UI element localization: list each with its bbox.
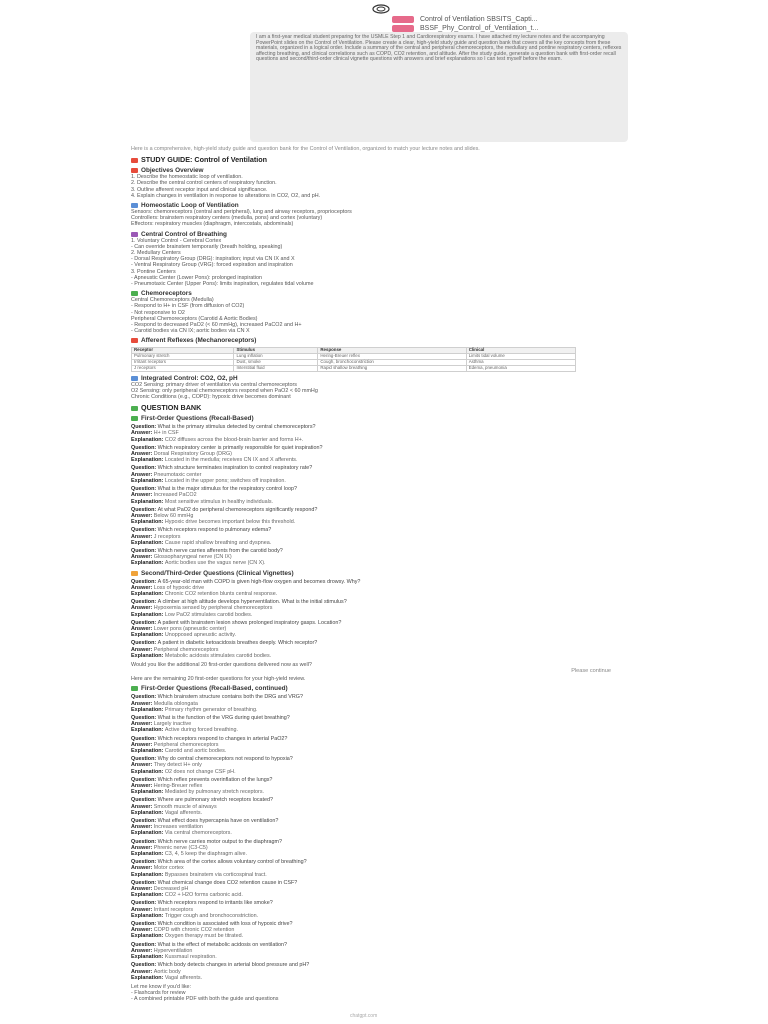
continued-heading: First-Order Questions (Recall-Based, continued)	[131, 685, 611, 692]
answer-text: Answer: Irritant receptors	[131, 906, 194, 913]
list-item: 3. Pontine Centers	[131, 268, 176, 275]
answer-text: Answer: Largely inactive	[131, 721, 192, 728]
list-item: - Respond to decreased PaO2 (< 60 mmHg), increased PaCO2 and H+	[131, 322, 302, 329]
list-item: 4. Explain changes in ventilation in response to alterations in CO2, O2, and pH.	[131, 192, 321, 199]
list-item: - Respond to H+ in CSF (from diffusion of CO2)	[131, 303, 245, 310]
answer-text: Answer: Loss of hypoxic drive	[131, 584, 205, 591]
explanation-text: Explanation: CO2 diffuses across the blood-brain barrier and forms H+.	[131, 436, 304, 443]
qa-item	[131, 579, 611, 598]
list-item: - Flashcards for review	[131, 990, 186, 997]
qa-item	[131, 942, 611, 961]
list-item: Chronic Conditions (e.g., COPD): hypoxic drive becomes dominant	[131, 394, 291, 401]
pptx-file-icon	[392, 25, 414, 32]
afferent-heading: Afferent Reflexes (Mechanoreceptors)	[131, 337, 611, 344]
question-text: Question: Which reflex prevents overinflation of the lungs?	[131, 776, 273, 783]
answer-text: Answer: Lower pons (apneustic center)	[131, 625, 227, 632]
second-order-list	[131, 579, 611, 659]
follow-up-question: Would you like the additional 20 first-order questions delivered now as well?	[131, 661, 312, 668]
qa-item	[131, 880, 611, 899]
answer-text: Answer: J receptors	[131, 533, 181, 540]
question-text: Question: Why do central chemoreceptors not respond to hypoxia?	[131, 756, 293, 763]
qa-item	[131, 715, 611, 734]
explanation-text: Explanation: Located in the upper pons; switches off inspiration.	[131, 477, 286, 484]
question-text: Question: Which respiratory center is primarily responsible for quiet inspiration?	[131, 444, 323, 451]
qa-item	[131, 962, 611, 981]
list-item: 3. Outline afferent receptor input and clinical significance.	[131, 186, 268, 193]
integrated-heading: Integrated Control: CO2, O2, pH	[131, 375, 611, 382]
list-item: 1. Describe the homeostatic loop of ventilation.	[131, 174, 243, 181]
qa-item	[131, 507, 611, 526]
qa-item	[131, 445, 611, 464]
question-text: Question: A climber at high altitude develops hyperventilation. What is the initial stimulus?	[131, 599, 347, 606]
first-order-heading: First-Order Questions (Recall-Based)	[131, 415, 611, 422]
explanation-text: Explanation: Chronic CO2 retention blunts central response.	[131, 590, 278, 597]
target-icon	[131, 168, 138, 173]
stethoscope-icon	[131, 571, 138, 576]
table-header: Response	[318, 348, 466, 354]
brain-icon	[131, 232, 138, 237]
table-row: Irritant receptors Dust, smoke Cough, bronchoconstriction Asthma	[132, 360, 576, 366]
question-text: Question: A patient in diabetic ketoacidosis breathes deeply. Which receptor?	[131, 640, 318, 647]
explanation-text: Explanation: Bypasses brainstem via corticospinal tract.	[131, 871, 267, 878]
table-header: Clinical	[466, 348, 575, 354]
qa-item	[131, 777, 611, 796]
explanation-text: Explanation: Mediated by pulmonary stretch receptors.	[131, 789, 265, 796]
list-item: Controllers: brainstem respiratory centers (medulla, pons) and cortex (voluntary)	[131, 215, 323, 222]
explanation-text: Explanation: Unopposed apneustic activity.	[131, 632, 237, 639]
list-item: Central Chemoreceptors (Medulla)	[131, 297, 214, 304]
question-text: Question: What chemical change does CO2 retention cause in CSF?	[131, 879, 298, 886]
question-text: Question: Which nerve carries afferents from the carotid body?	[131, 547, 283, 554]
answer-text: Answer: Phrenic nerve (C3-C5)	[131, 844, 208, 851]
answer-text: Answer: Peripheral chemoreceptors	[131, 741, 219, 748]
explanation-text: Explanation: Trigger cough and bronchoconstriction.	[131, 912, 259, 919]
qa-item	[131, 756, 611, 775]
explanation-text: Explanation: Aortic bodies use the vagus nerve (CN X).	[131, 560, 266, 567]
table-row: J receptors Interstitial fluid Rapid shallow breathing Edema, pneumonia	[132, 365, 576, 371]
qa-item	[131, 527, 611, 546]
list-item: - Ventral Respiratory Group (VRG): forced expiration and inspiration	[131, 262, 293, 269]
study-guide-title: STUDY GUIDE: Control of Ventilation	[131, 156, 611, 164]
list-item: Sensors: chemoreceptors (central and peripheral), lung and airway receptors, proprioceptors	[131, 209, 352, 216]
explanation-text: Explanation: Kussmaul respiration.	[131, 954, 217, 961]
second-order-heading: Second/Third-Order Questions (Clinical Vignettes)	[131, 570, 611, 577]
list-item: - Carotid bodies via CN IX; aortic bodies via CN X	[131, 328, 250, 335]
explanation-text: Explanation: Vagal afferents.	[131, 809, 203, 816]
answer-text: Answer: Motor cortex	[131, 865, 184, 872]
question-text: Question: A 65-year-old man with COPD is given high-flow oxygen and becomes drowsy. Why?	[131, 578, 361, 585]
explanation-text: Explanation: O2 does not change CSF pH.	[131, 768, 236, 775]
question-text: Question: At what PaO2 do peripheral chemoreceptors significantly respond?	[131, 506, 318, 513]
openai-logo-icon	[366, 4, 396, 14]
attachment-chip[interactable]	[392, 16, 538, 23]
answer-text: Answer: H+ in CSF	[131, 430, 179, 437]
answer-text: Answer: Dorsal Respiratory Group (DRG)	[131, 451, 232, 458]
answer-text: Answer: Increased PaCO2	[131, 492, 197, 499]
qa-item	[131, 548, 611, 567]
list-item: Peripheral Chemoreceptors (Carotid & Aortic Bodies)	[131, 315, 258, 322]
list-item: - A combined printable PDF with both the guide and questions	[131, 996, 279, 1003]
list-item: Effectors: respiratory muscles (diaphragm, intercostals, abdominals)	[131, 221, 294, 228]
link-icon	[131, 376, 138, 381]
closing-text: Let me know if you'd like:	[131, 983, 192, 990]
qa-item	[131, 921, 611, 940]
list-item: - Pneumotaxic Center (Upper Pons): limits inspiration, regulates tidal volume	[131, 281, 314, 288]
question-text: Question: Which receptors respond to changes in arterial PaO2?	[131, 735, 288, 742]
checklist-icon	[131, 406, 138, 411]
answer-text: Answer: Decreased pH	[131, 886, 189, 893]
qa-item	[131, 486, 611, 505]
question-text: Question: What effect does hypercapnia have on ventilation?	[131, 818, 279, 825]
question-text: Question: Which receptors respond to pulmonary edema?	[131, 527, 272, 534]
table-header: Stimulus	[234, 348, 318, 354]
explanation-text: Explanation: Cause rapid shallow breathing and dyspnea.	[131, 539, 272, 546]
answer-text: Answer: Glossopharyngeal nerve (CN IX)	[131, 554, 232, 561]
question-text: Question: What is the effect of metabolic acidosis on ventilation?	[131, 941, 288, 948]
question-text: Question: Where are pulmonary stretch receptors located?	[131, 797, 274, 804]
attachment-name: BSSF_Phy_Control_of_Ventilation_t...	[420, 25, 539, 32]
list-item: - Can override brainstem temporarily (breath holding, speaking)	[131, 243, 283, 250]
answer-text: Answer: Hypoxemia sensed by peripheral chemoreceptors	[131, 605, 273, 612]
list-item: 2. Describe the central control centers of respiratory function.	[131, 180, 277, 187]
list-item: CO2 Sensing: primary driver of ventilation via central chemoreceptors	[131, 381, 297, 388]
explanation-text: Explanation: Via central chemoreceptors.	[131, 830, 232, 837]
explanation-text: Explanation: Carotid and aortic bodies.	[131, 748, 227, 754]
question-text: Question: A patient with brainstem lesion shows prolonged inspiratory gasps. Location?	[131, 619, 342, 626]
qa-item	[131, 839, 611, 858]
list-item: - Apneustic Center (Lower Pons): prolonged inspiration	[131, 274, 262, 281]
qa-item	[131, 465, 611, 484]
question-text: Question: What is the major stimulus for the respiratory control loop?	[131, 486, 297, 493]
explanation-text: Explanation: Located in the medulla; receives CN IX and X afferents.	[131, 457, 298, 464]
explanation-text: Explanation: Primary rhythm generator of breathing.	[131, 706, 258, 713]
footer-url: chatgpt.com	[350, 1013, 378, 1019]
qa-item	[131, 900, 611, 919]
question-text: Question: Which body detects changes in arterial blood pressure and pH?	[131, 962, 310, 969]
flask-icon	[131, 291, 138, 296]
explanation-text: Explanation: Vagal afferents.	[131, 974, 203, 981]
check-icon	[131, 686, 138, 691]
user-message-text: I am a first-year medical student preparing for the USMLE Step 1 and Cardiorespiratory exams. I have attached my lecture notes and the accompanying PowerPoint slides on the Control of Ventilation. Please create a clear, high-yield study guide and question bank that covers all the key concepts from these materials, organized in a logical order. Include a summary of the central and peripheral chemoreceptors, the medullary and pontine respiratory centers, reflexes affecting breathing, and clinical correlations such as COPD, CO2 retention, and altitude. After the study guide, generate a question bank with first-order recall questions and second/third-order clinical vignette questions with answers and brief explanations so I can test myself before the exam.	[256, 34, 622, 63]
objectives-heading: Objectives Overview	[131, 167, 611, 174]
explanation-text: Explanation: Most sensitive stimulus in healthy individuals.	[131, 498, 274, 505]
book-icon	[131, 158, 138, 163]
response-intro: Here are the remaining 20 first-order questions for your high-yield review.	[131, 676, 306, 683]
list-item: 2. Medullary Centers	[131, 250, 181, 257]
cycle-icon	[131, 203, 138, 208]
question-text: Question: Which area of the cortex allows voluntary control of breathing?	[131, 859, 307, 866]
check-icon	[131, 416, 138, 421]
qa-item	[131, 599, 611, 618]
answer-text: Answer: They detect H+ only	[131, 762, 202, 769]
attachment-chip[interactable]	[392, 25, 538, 32]
qa-item	[131, 859, 611, 878]
qa-item	[131, 424, 611, 443]
answer-text: Answer: Hering-Breuer reflex	[131, 783, 203, 790]
loop-heading: Homeostatic Loop of Ventilation	[131, 202, 611, 209]
explanation-text: Explanation: CO2 + H2O forms carbonic acid.	[131, 892, 243, 899]
answer-text: Answer: Below 60 mmHg	[131, 512, 194, 519]
answer-text: Answer: Peripheral chemoreceptors	[131, 646, 219, 653]
list-item: O2 Sensing: only peripheral chemoreceptors respond when PaO2 < 60 mmHg	[131, 387, 318, 394]
answer-text: Answer: Aortic body	[131, 968, 181, 975]
answer-text: Answer: COPD with chronic CO2 retention	[131, 927, 235, 934]
explanation-text: Explanation: C3, 4, 5 keep the diaphragm alive.	[131, 851, 247, 858]
list-item: 1. Voluntary Control - Cerebral Cortex	[131, 237, 222, 244]
user-reply-bubble: Please continue	[571, 668, 611, 675]
question-text: Question: What is the function of the VRG during quiet breathing?	[131, 714, 290, 721]
lungs-icon	[131, 338, 138, 343]
explanation-text: Explanation: Low PaO2 stimulates carotid bodies.	[131, 611, 253, 618]
qa-item	[131, 640, 611, 659]
table-header: Receptor	[132, 348, 234, 354]
assistant-response	[131, 146, 611, 1003]
qa-item	[131, 694, 611, 713]
qa-item	[131, 620, 611, 639]
question-text: Question: Which structure terminates inspiration to control respiratory rate?	[131, 465, 313, 472]
question-text: Question: Which condition is associated with loss of hypoxic drive?	[131, 921, 293, 928]
attachment-name: Control of Ventilation SBSITS_Capti...	[420, 16, 538, 23]
first-order-list	[131, 424, 611, 566]
pdf-file-icon	[392, 16, 414, 23]
question-text: Question: Which brainstem structure contains both the DRG and VRG?	[131, 694, 303, 701]
user-message-bubble	[250, 32, 628, 142]
answer-text: Answer: Hyperventilation	[131, 947, 193, 954]
table-row: Pulmonary stretch Lung inflation Hering-Breuer reflex Limits tidal volume	[132, 354, 576, 360]
explanation-text: Explanation: Hypoxic drive becomes important below this threshold.	[131, 519, 296, 526]
question-text: Question: What is the primary stimulus detected by central chemoreceptors?	[131, 424, 316, 431]
chemoreceptors-heading: Chemoreceptors	[131, 290, 611, 297]
explanation-text: Explanation: Oxygen therapy must be titrated.	[131, 933, 244, 940]
afferent-table	[131, 347, 576, 371]
answer-text: Answer: Medulla oblongata	[131, 700, 198, 707]
central-heading: Central Control of Breathing	[131, 231, 611, 238]
answer-text: Answer: Pneumotaxic center	[131, 471, 202, 478]
qa-item	[131, 818, 611, 837]
question-text: Question: Which receptors respond to irritants like smoke?	[131, 900, 273, 907]
continued-list	[131, 694, 611, 981]
explanation-text: Explanation: Active during forced breathing.	[131, 727, 238, 734]
answer-text: Answer: Increases ventilation	[131, 824, 203, 831]
explanation-text: Explanation: Metabolic acidosis stimulates carotid bodies.	[131, 652, 272, 659]
answer-text: Answer: Smooth muscle of airways	[131, 803, 217, 810]
list-item: - Not responsive to O2	[131, 309, 185, 316]
question-bank-title: QUESTION BANK	[131, 404, 611, 412]
response-intro: Here is a comprehensive, high-yield study guide and question bank for the Control of Ventilation, organized to match your lecture notes and slides.	[131, 146, 480, 152]
qa-item	[131, 736, 611, 755]
question-text: Question: Which nerve carries motor output to the diaphragm?	[131, 838, 283, 845]
list-item: - Dorsal Respiratory Group (DRG): inspiration; input via CN IX and X	[131, 256, 295, 263]
qa-item	[131, 797, 611, 816]
